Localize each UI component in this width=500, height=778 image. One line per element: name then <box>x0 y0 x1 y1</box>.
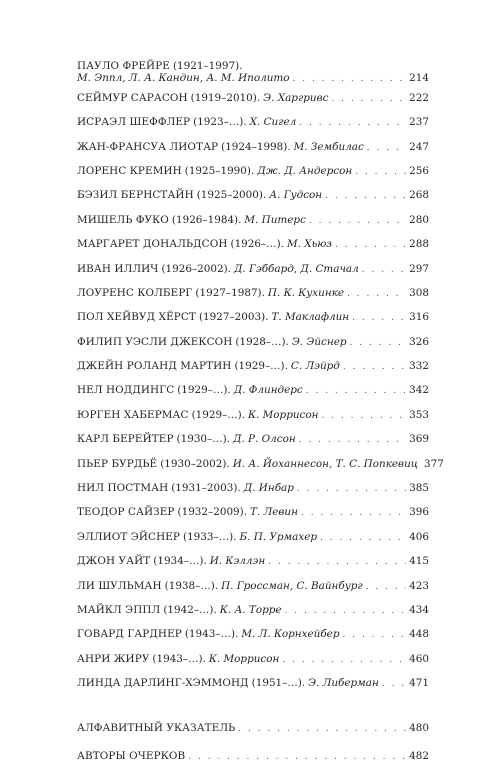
entry-name: ФИЛИП УЭСЛИ ДЖЕКСОН <box>77 335 233 348</box>
entry-years: (1929–…). <box>191 408 246 421</box>
entry-authors: М. Л. Корнхейбер <box>241 628 340 641</box>
entry-years: (1930–2002). <box>160 457 230 470</box>
dot-leader <box>309 216 406 226</box>
entry-authors: Э. Эйснер <box>291 335 347 348</box>
dot-leader <box>321 411 406 421</box>
dot-leader <box>299 118 406 128</box>
entry-authors: Т. Левин <box>250 506 298 519</box>
entry-years: (1925–2000). <box>196 189 267 202</box>
entry-authors: Д. Флиндерс <box>233 384 303 397</box>
toc-entry[interactable] <box>77 384 429 408</box>
entry-name: ЮРГЕН ХАБЕРМАС <box>77 408 189 421</box>
toc-entry[interactable] <box>77 165 429 189</box>
dot-leader <box>299 435 406 445</box>
entry-page-number: 237 <box>409 116 429 129</box>
entry-authors: Д. Инбар <box>243 482 294 495</box>
entry-years: (1921–1997). <box>172 60 243 72</box>
toc-entry[interactable] <box>77 531 429 555</box>
toc-entry[interactable] <box>77 336 429 360</box>
toc-entry[interactable] <box>77 141 429 165</box>
entry-page-number: 214 <box>409 72 429 85</box>
dot-leader <box>352 313 406 323</box>
entry-years: (1926–1984). <box>171 213 242 226</box>
dot-leader <box>285 606 407 616</box>
dot-leader <box>325 191 406 201</box>
entry-years: (1926–…). <box>230 238 284 251</box>
entry-page-number: 280 <box>409 213 429 226</box>
entry-authors: М. Зембилас <box>293 140 364 153</box>
entry-authors: И. А. Йоханнесон, Т. С. Попкевиц <box>232 457 419 470</box>
toc-entry[interactable] <box>77 287 429 311</box>
entry-authors: К. А. Торре <box>219 604 282 616</box>
entry-page-number: 342 <box>409 384 429 397</box>
toc-entry[interactable] <box>77 433 429 457</box>
entry-name: МАЙКЛ ЭППЛ <box>77 604 161 616</box>
toc-entry[interactable] <box>77 214 429 238</box>
entry-years: (1929–…). <box>234 360 288 373</box>
toc-entry[interactable] <box>77 238 429 262</box>
entry-name: ПЬЕР БУРДЬЁ <box>77 457 158 470</box>
entry-authors: М. Питерс <box>244 213 306 226</box>
dot-leader <box>350 338 407 348</box>
entry-name: МИШЕЛЬ ФУКО <box>77 213 169 226</box>
dot-leader <box>335 240 406 250</box>
entry-page-number: 326 <box>409 335 429 348</box>
entry-years: (1925–1990). <box>184 164 255 177</box>
entry-years: (1930–…). <box>176 433 230 446</box>
entry-years: (1942–…). <box>163 604 217 616</box>
dot-leader <box>297 484 406 494</box>
entry-authors: К. Моррисон <box>248 408 319 421</box>
entry-years: (1928–…). <box>235 335 289 348</box>
entry-name: БЭЗИЛ БЕРНСТАЙН <box>77 189 194 202</box>
entry-name: ЖАН-ФРАНСУА ЛИОТАР <box>77 140 219 153</box>
entry-name: МАРГАРЕТ ДОНАЛЬДСОН <box>77 238 228 251</box>
toc-entry-list <box>77 91 444 702</box>
toc-entry[interactable] <box>77 263 429 287</box>
toc-entry[interactable] <box>77 482 429 506</box>
table-of-contents <box>77 60 444 778</box>
toc-section-entry[interactable] <box>77 750 429 778</box>
entry-page-number: 316 <box>409 311 429 324</box>
dot-leader <box>331 94 406 104</box>
entry-years: (1919–2010). <box>190 91 261 104</box>
entry-years: (1927–2003). <box>198 311 269 324</box>
entry-authors: Т. Маклафлин <box>271 311 350 324</box>
entry-page-number: 377 <box>424 457 444 470</box>
entry-page-number: 308 <box>409 286 429 299</box>
section-label: АЛФАВИТНЫЙ УКАЗАТЕЛЬ <box>77 721 236 734</box>
entry-page-number: 353 <box>409 408 429 421</box>
dot-leader <box>301 508 406 518</box>
entry-name: ЛИНДА ДАРЛИНГ-ХЭММОНД <box>77 677 249 690</box>
toc-entry[interactable] <box>77 506 429 530</box>
entry-years: (1943–…). <box>184 628 239 641</box>
toc-entry[interactable] <box>77 604 429 628</box>
toc-entry[interactable] <box>77 311 429 335</box>
entry-page-number: 288 <box>409 238 429 251</box>
entry-authors: М. Эппл, Л. А. Кандин, А. М. Иполито <box>77 72 290 85</box>
entry-name: ЛОУРЕНС КОЛБЕРГ <box>77 286 193 299</box>
entry-page-number: 448 <box>409 628 429 641</box>
dot-leader <box>366 582 406 592</box>
entry-name: ЛИ ШУЛЬМАН <box>77 579 162 592</box>
entry-name: НЕЛ НОДДИНГС <box>77 384 175 397</box>
dot-leader <box>343 362 406 372</box>
entry-authors: А. Гудсон <box>269 189 323 202</box>
entry-authors: Б. П. Урмахер <box>239 530 318 543</box>
toc-entry[interactable] <box>77 580 429 604</box>
dot-leader <box>343 630 407 640</box>
entry-page-number: 396 <box>409 506 429 519</box>
entry-name: ДЖЕЙН РОЛАНД МАРТИН <box>77 360 232 373</box>
entry-name: ИВАН ИЛЛИЧ <box>77 262 159 275</box>
entry-years: (1927–1987). <box>195 286 265 299</box>
entry-authors: Д. Гэббард, Д. Стачал <box>233 262 359 275</box>
entry-page-number: 256 <box>409 164 429 177</box>
entry-authors: П. Гроссман, С. Вайнбург <box>221 579 363 592</box>
entry-page-number: 415 <box>409 555 429 568</box>
entry-page-number: 423 <box>409 579 429 592</box>
section-page-number: 482 <box>409 749 429 762</box>
entry-authors: П. К. Кухинке <box>267 286 345 299</box>
toc-entry[interactable] <box>77 116 429 140</box>
toc-entry[interactable] <box>77 653 429 677</box>
entry-page-number: 471 <box>409 677 429 690</box>
entry-years: (1934–…). <box>153 555 207 568</box>
dot-leader <box>382 679 406 689</box>
dot-leader <box>347 289 406 299</box>
section-label: АВТОРЫ ОЧЕРКОВ <box>77 749 186 762</box>
entry-page-number: 460 <box>409 652 429 665</box>
toc-entry[interactable] <box>77 457 444 482</box>
dot-leader <box>367 143 406 153</box>
section-page-number: 480 <box>409 721 429 734</box>
entry-name: АНРИ ЖИРУ <box>77 652 150 665</box>
entry-page-number: 385 <box>409 482 429 495</box>
entry-years: (1951–…). <box>251 677 306 690</box>
entry-name: ИСРАЭЛ ШЕФФЛЕР <box>77 116 191 129</box>
entry-authors: М. Хьюз <box>286 238 333 251</box>
entry-years: (1929–…). <box>177 384 231 397</box>
entry-years: (1926–2002). <box>161 262 231 275</box>
entry-name: КАРЛ БЕРЕЙТЕР <box>77 433 174 446</box>
entry-page-number: 268 <box>409 189 429 202</box>
entry-name: ГОВАРД ГАРДНЕР <box>77 628 182 641</box>
entry-years: (1943–…). <box>152 652 206 665</box>
entry-authors: И. Кэллэн <box>209 555 266 568</box>
entry-years: (1923–…). <box>193 116 247 129</box>
entry-years: (1932–2009). <box>177 506 248 519</box>
entry-authors: Д. Р. Олсон <box>233 433 296 446</box>
toc-section-list <box>77 722 429 778</box>
entry-name: СЕЙМУР САРАСОН <box>77 91 188 104</box>
entry-name: ПАУЛО ФРЕЙРЕ <box>77 60 170 72</box>
dot-leader <box>320 533 406 543</box>
toc-entry[interactable] <box>77 60 429 85</box>
dot-leader <box>238 724 406 734</box>
entry-name: НИЛ ПОСТМАН <box>77 482 169 495</box>
entry-page-number: 332 <box>409 360 429 373</box>
toc-entry[interactable] <box>77 189 429 213</box>
dot-leader <box>268 557 406 567</box>
entry-name: ТЕОДОР САЙЗЕР <box>77 506 175 519</box>
dot-leader <box>282 655 406 665</box>
toc-entry[interactable] <box>77 628 429 652</box>
toc-entry[interactable] <box>77 555 429 579</box>
dot-leader <box>306 386 406 396</box>
entry-authors: С. Лэйрд <box>290 360 340 373</box>
entry-years: (1924–1998). <box>221 140 291 153</box>
dot-leader <box>188 752 406 762</box>
entry-name: ЛОРЕНС КРЕМИН <box>77 164 182 177</box>
entry-name: ПОЛ ХЕЙВУД ХЁРСТ <box>77 311 196 324</box>
entry-authors: К. Моррисон <box>208 652 280 665</box>
toc-entry[interactable] <box>77 360 429 384</box>
dot-leader <box>293 73 407 85</box>
entry-name: ЭЛЛИОТ ЭЙСНЕР <box>77 530 181 543</box>
entry-years: (1931–2003). <box>171 482 241 495</box>
entry-page-number: 406 <box>409 530 429 543</box>
toc-entry[interactable] <box>77 92 429 116</box>
entry-authors: Дж. Д. Андерсон <box>257 164 353 177</box>
entry-page-number: 297 <box>409 262 429 275</box>
entry-page-number: 222 <box>409 91 429 104</box>
toc-section-entry[interactable] <box>77 722 429 750</box>
entry-years: (1938–…). <box>164 579 219 592</box>
entry-page-number: 434 <box>409 604 429 616</box>
dot-leader <box>362 265 406 275</box>
entry-years: (1933–…). <box>183 530 237 543</box>
entry-page-number: 369 <box>409 433 429 446</box>
toc-entry[interactable] <box>77 677 429 701</box>
entry-authors: Э. Либерман <box>308 677 379 690</box>
entry-authors: Э. Харгривс <box>263 91 329 104</box>
toc-entry[interactable] <box>77 409 429 433</box>
entry-page-number: 247 <box>409 140 429 153</box>
entry-name: ДЖОН УАЙТ <box>77 555 151 568</box>
dot-leader <box>355 167 406 177</box>
entry-authors: Х. Сигел <box>249 116 297 129</box>
